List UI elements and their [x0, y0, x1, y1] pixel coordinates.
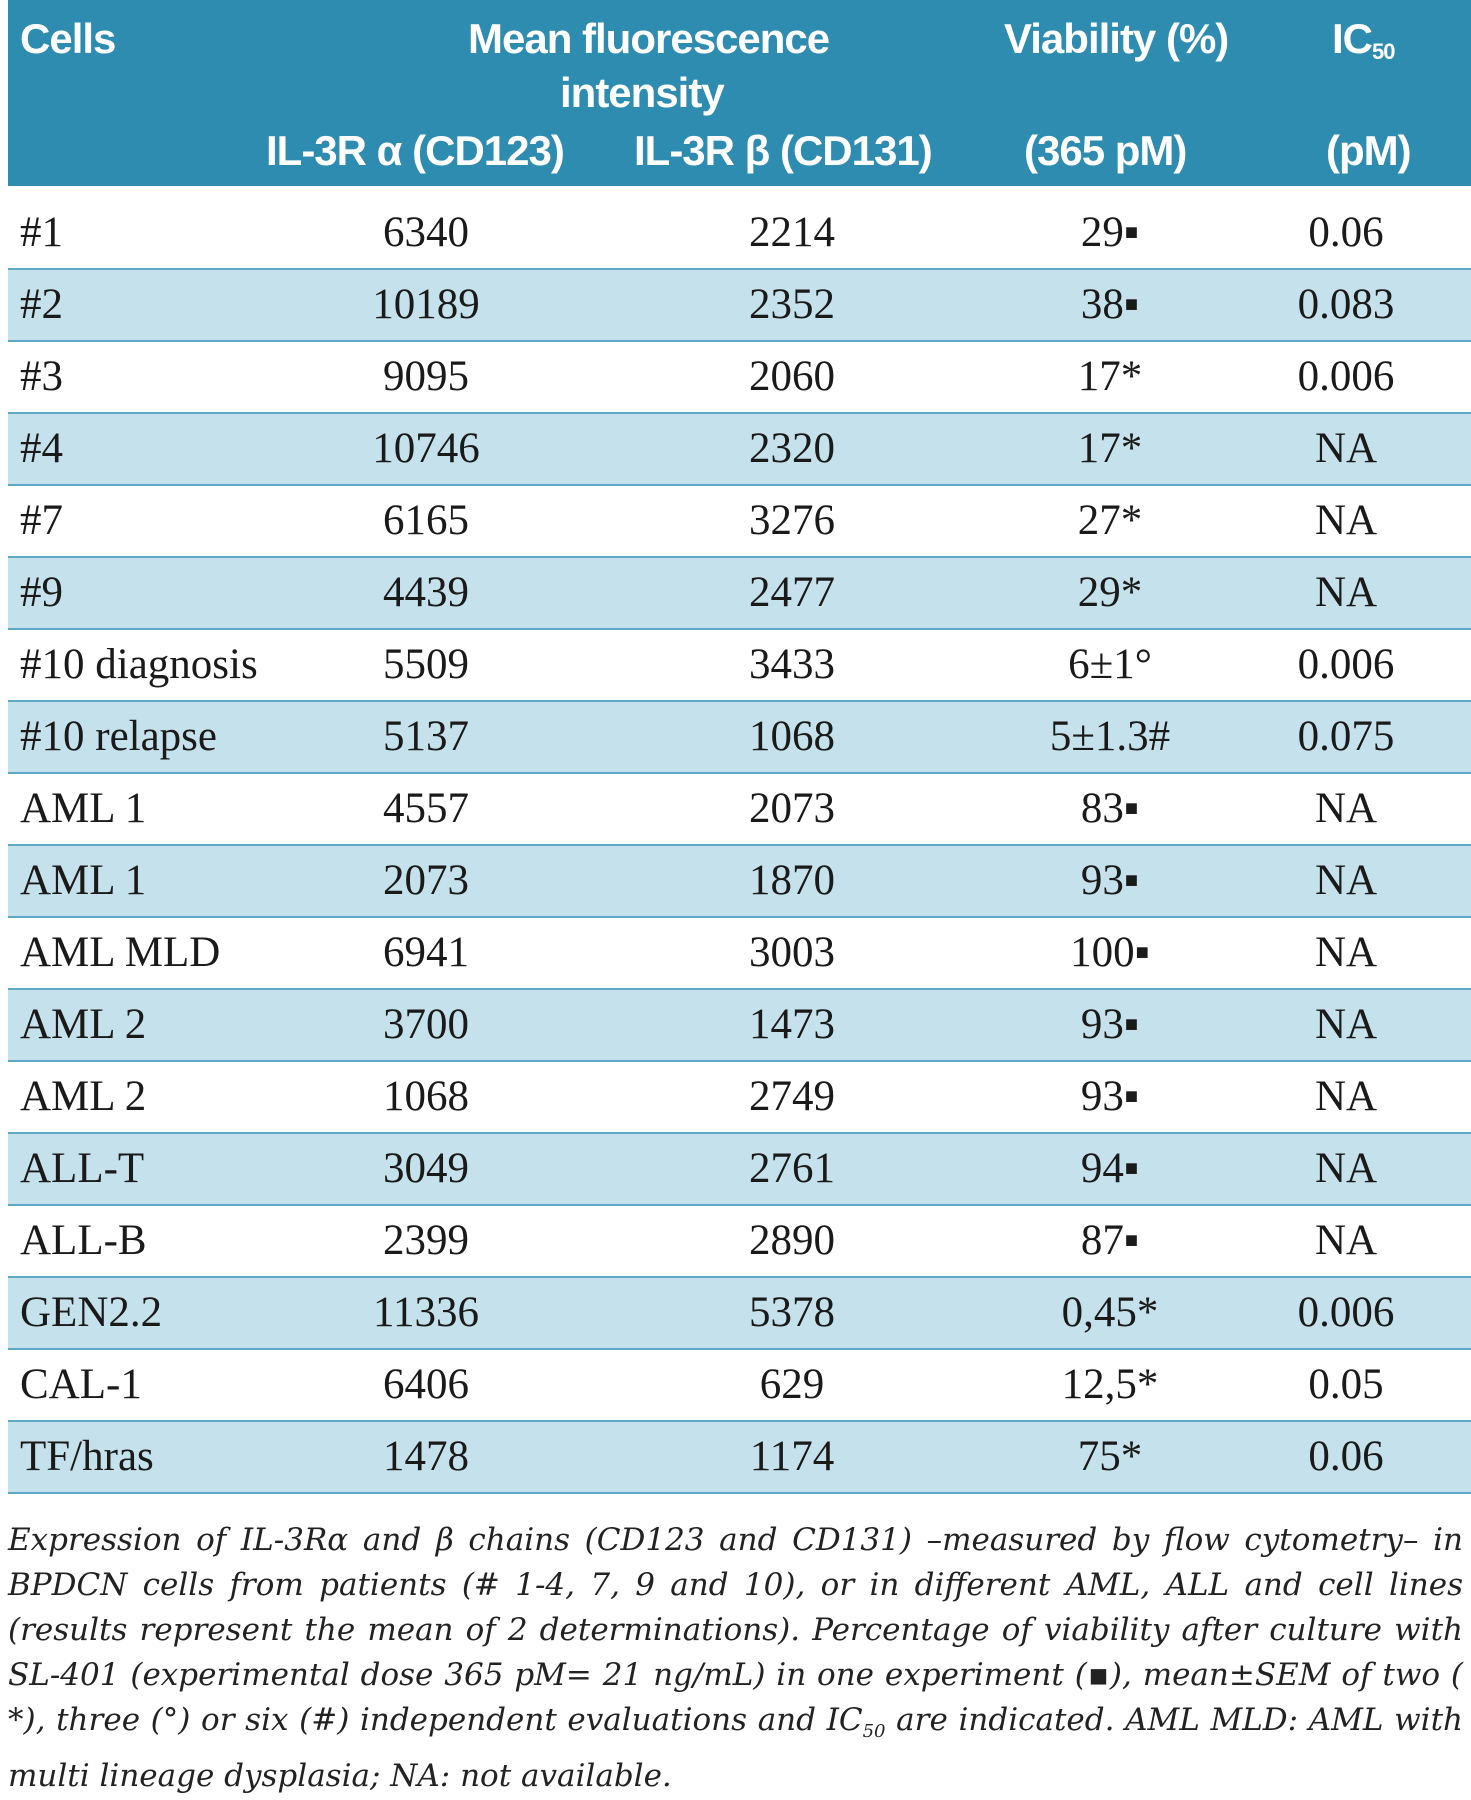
cell-ic50: NA [1314, 1001, 1378, 1048]
header-ic50-main: IC [1332, 15, 1372, 62]
header-cells: Cells [20, 15, 116, 62]
table-caption [8, 1518, 1463, 1799]
cell-cd123: 3049 [383, 1145, 469, 1192]
cell-cd131: 2352 [749, 281, 835, 328]
cell-name: #7 [20, 497, 63, 544]
cell-cd131: 2073 [749, 785, 835, 832]
cell-name: AML 1 [20, 785, 147, 832]
cell-viability: 29▪ [1080, 209, 1140, 256]
cell-name: #10 diagnosis [20, 641, 258, 688]
table-row [8, 846, 1471, 918]
caption-text-2: are indicated. AML MLD: AML with multi lineage dysplasia; NA: not available. [8, 1702, 1463, 1795]
table-row [8, 918, 1471, 990]
table-row [8, 774, 1471, 846]
cell-cd123: 1068 [383, 1073, 469, 1120]
cell-name: #4 [20, 425, 63, 472]
cell-ic50: NA [1314, 1145, 1378, 1192]
caption-ic50-sub: 50 [862, 1721, 886, 1743]
cell-ic50: 0.083 [1297, 281, 1395, 328]
table-row [8, 198, 1471, 270]
cell-name: AML 2 [20, 1073, 147, 1120]
cell-cd123: 3700 [383, 1001, 469, 1048]
cell-name: #10 relapse [20, 713, 218, 760]
header-mfi-line2: intensity [560, 69, 724, 116]
cell-viability: 83▪ [1080, 785, 1140, 832]
cell-cd131: 2320 [749, 425, 835, 472]
cell-cd123: 4439 [383, 569, 469, 616]
header-ic50 [1332, 15, 1395, 64]
cell-ic50: 0.075 [1297, 713, 1395, 760]
table-row [8, 342, 1471, 414]
cell-viability: 94▪ [1080, 1145, 1140, 1192]
table-row [8, 702, 1471, 774]
cell-name: #1 [20, 209, 63, 256]
table-row [8, 414, 1471, 486]
table-row [8, 486, 1471, 558]
cell-viability: 93▪ [1080, 1073, 1140, 1120]
table-row [8, 1278, 1471, 1350]
cell-viability: 12,5* [1061, 1361, 1159, 1408]
cell-cd123: 6941 [383, 929, 469, 976]
cell-cd131: 2761 [749, 1145, 835, 1192]
header-ic50-unit: (pM) [1326, 127, 1411, 174]
cell-viability: 75* [1077, 1433, 1143, 1480]
cell-ic50: 0.05 [1308, 1361, 1384, 1408]
cell-ic50: 0.006 [1297, 353, 1395, 400]
cell-cd131: 2477 [749, 569, 835, 616]
cell-viability: 5±1.3# [1049, 713, 1171, 760]
header-il3rb: IL-3R β (CD131) [634, 127, 932, 174]
cell-viability: 93▪ [1080, 857, 1140, 904]
table-row [8, 558, 1471, 630]
cell-cd123: 5509 [383, 641, 469, 688]
cell-name: #9 [20, 569, 63, 616]
cell-cd123: 2399 [383, 1217, 469, 1264]
cell-cd131: 2060 [749, 353, 835, 400]
cell-viability: 17* [1077, 353, 1143, 400]
cell-ic50: 0.006 [1297, 641, 1395, 688]
cell-viability: 87▪ [1080, 1217, 1140, 1264]
cell-cd131: 1068 [749, 713, 835, 760]
cell-cd131: 3003 [749, 929, 835, 976]
cell-cd123: 6340 [383, 209, 469, 256]
cell-viability: 6±1° [1068, 641, 1152, 688]
data-table [8, 0, 1471, 1494]
cell-viability: 93▪ [1080, 1001, 1140, 1048]
cell-viability: 17* [1077, 425, 1143, 472]
cell-cd123: 11336 [373, 1289, 479, 1336]
cell-name: TF/hras [20, 1433, 154, 1480]
cell-cd131: 1870 [749, 857, 835, 904]
cell-name: ALL-B [20, 1217, 147, 1264]
table-body [8, 198, 1471, 1494]
cell-cd131: 5378 [749, 1289, 835, 1336]
table-header [8, 0, 1471, 186]
header-viability-dose: (365 pM) [1024, 127, 1187, 174]
table-row [8, 630, 1471, 702]
cell-name: #3 [20, 353, 63, 400]
cell-cd123: 10746 [372, 425, 480, 472]
cell-ic50: NA [1314, 785, 1378, 832]
cell-ic50: 0.006 [1297, 1289, 1395, 1336]
cell-cd131: 1174 [749, 1433, 835, 1480]
cell-name: CAL-1 [20, 1361, 142, 1408]
cell-cd123: 5137 [383, 713, 469, 760]
cell-cd123: 6165 [383, 497, 469, 544]
cell-viability: 38▪ [1080, 281, 1140, 328]
cell-ic50: NA [1314, 1073, 1378, 1120]
header-gap [8, 186, 1471, 198]
cell-cd123: 4557 [383, 785, 469, 832]
caption-text-1: Expression of IL-3Rα and β chains (CD123 and CD131) –measured by flow cytometry– in BPDCN cells from patients (# 1-4, 7, 9 and 10), or in different AML, ALL and cell lines (results represent the mean of 2 determinations). Percentage of viability after culture with SL-401 (experimental dose 365 pM= 21 ng/mL) in one experiment (▪), mean±SEM of two ( *), three (°) or six (#) independent evaluations and IC [8, 1522, 1463, 1738]
table-row [8, 1134, 1471, 1206]
cell-ic50: NA [1314, 425, 1378, 472]
header-viability: Viability (%) [1004, 15, 1229, 62]
cell-name: #2 [20, 281, 63, 328]
header-ic50-sub: 50 [1372, 39, 1395, 64]
header-il3ra: IL-3R α (CD123) [266, 127, 564, 174]
cell-viability: 29* [1077, 569, 1143, 616]
cell-cd131: 2749 [749, 1073, 835, 1120]
header-mfi-line1: Mean fluorescence [468, 15, 830, 62]
table-row [8, 270, 1471, 342]
cell-viability: 100▪ [1070, 929, 1150, 976]
table-row [8, 1350, 1471, 1422]
cell-cd131: 629 [759, 1361, 825, 1408]
cell-ic50: NA [1314, 1217, 1378, 1264]
cell-name: AML MLD [20, 929, 221, 976]
cell-name: AML 2 [20, 1001, 147, 1048]
table-row [8, 1206, 1471, 1278]
cell-cd131: 2890 [749, 1217, 835, 1264]
cell-ic50: 0.06 [1308, 209, 1384, 256]
cell-name: GEN2.2 [20, 1289, 163, 1336]
cell-cd123: 6406 [383, 1361, 469, 1408]
cell-viability: 27* [1077, 497, 1143, 544]
cell-cd123: 10189 [372, 281, 480, 328]
table-row [8, 1062, 1471, 1134]
cell-ic50: NA [1314, 569, 1378, 616]
cell-ic50: NA [1314, 929, 1378, 976]
cell-name: ALL-T [20, 1145, 145, 1192]
cell-cd123: 1478 [383, 1433, 469, 1480]
cell-cd123: 9095 [383, 353, 469, 400]
cell-viability: 0,45* [1061, 1289, 1159, 1336]
table-row [8, 1422, 1471, 1494]
cell-cd131: 1473 [749, 1001, 835, 1048]
cell-name: AML 1 [20, 857, 147, 904]
cell-cd131: 2214 [749, 209, 835, 256]
cell-cd131: 3276 [749, 497, 835, 544]
cell-cd131: 3433 [749, 641, 835, 688]
cell-ic50: NA [1314, 857, 1378, 904]
cell-ic50: 0.06 [1308, 1433, 1384, 1480]
table-row [8, 990, 1471, 1062]
cell-ic50: NA [1314, 497, 1378, 544]
cell-cd123: 2073 [383, 857, 469, 904]
